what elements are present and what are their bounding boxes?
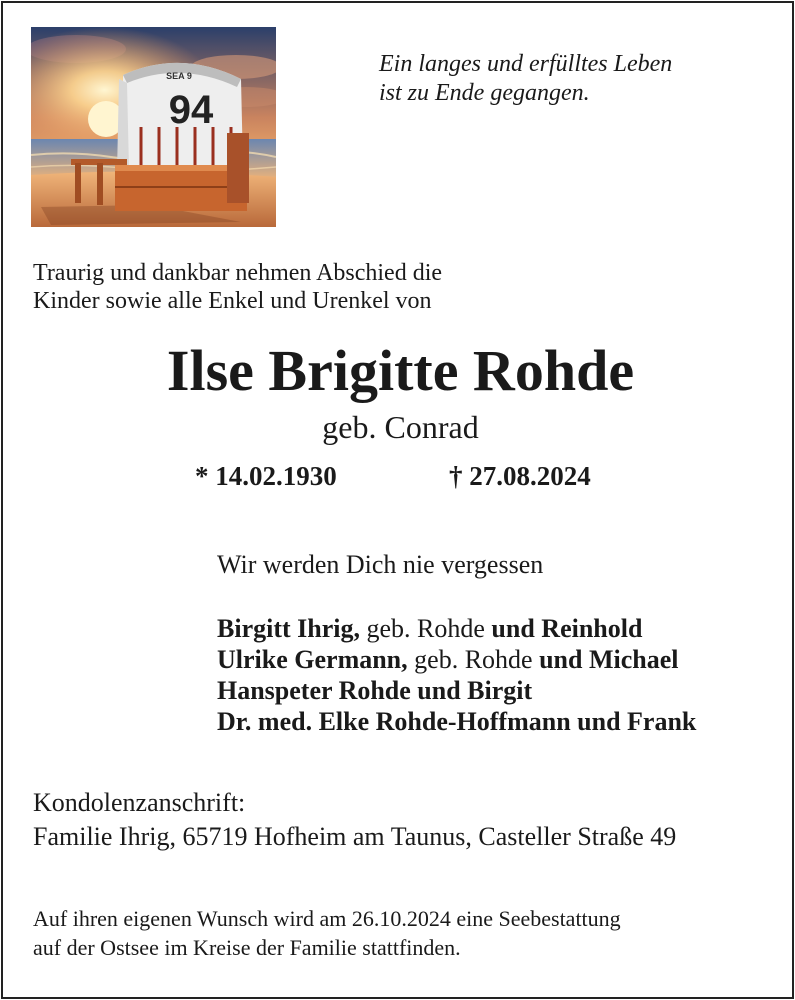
motto-line: ist zu Ende gegangen. (379, 80, 590, 106)
mourner-line: Hanspeter Rohde und Birgit (217, 676, 533, 705)
notice-frame (1, 1, 794, 999)
death-date: † 27.08.2024 (449, 461, 591, 491)
mourner-line: Ulrike Germann, geb. Rohde und Michael (217, 645, 679, 674)
burial-line: Auf ihren eigenen Wunsch wird am 26.10.2024 eine Seebestattung (33, 906, 621, 931)
condolence-address: Familie Ihrig, 65719 Hofheim am Taunus, Casteller Straße 49 (33, 822, 677, 851)
motto (379, 50, 769, 108)
intro-line: Kinder sowie alle Enkel und Urenkel von (33, 288, 432, 314)
chair-label: SEA 9 (166, 71, 192, 81)
mourners-list (217, 613, 777, 737)
burial-notice (33, 904, 773, 962)
mourner-line: Birgitt Ihrig, geb. Rohde und Reinhold (217, 614, 643, 643)
mourner-line: Dr. med. Elke Rohde-Hoffmann und Frank (217, 707, 697, 736)
condolence-label: Kondolenzanschrift: (33, 788, 246, 817)
deceased-name: Ilse Brigitte Rohde (166, 338, 635, 403)
intro-line: Traurig und dankbar nehmen Abschied die (33, 260, 443, 286)
motto-line: Ein langes und erfülltes Leben (379, 51, 673, 77)
farewell-quote: Wir werden Dich nie vergessen (217, 550, 544, 579)
birth-date: * 14.02.1930 (195, 461, 337, 491)
burial-line: auf der Ostsee im Kreise der Familie stattfinden. (33, 935, 461, 960)
maiden-name: geb. Conrad (322, 409, 479, 445)
chair-number: 94 (168, 88, 214, 132)
beach-chair-photo (31, 27, 276, 227)
intro-text (33, 259, 773, 315)
